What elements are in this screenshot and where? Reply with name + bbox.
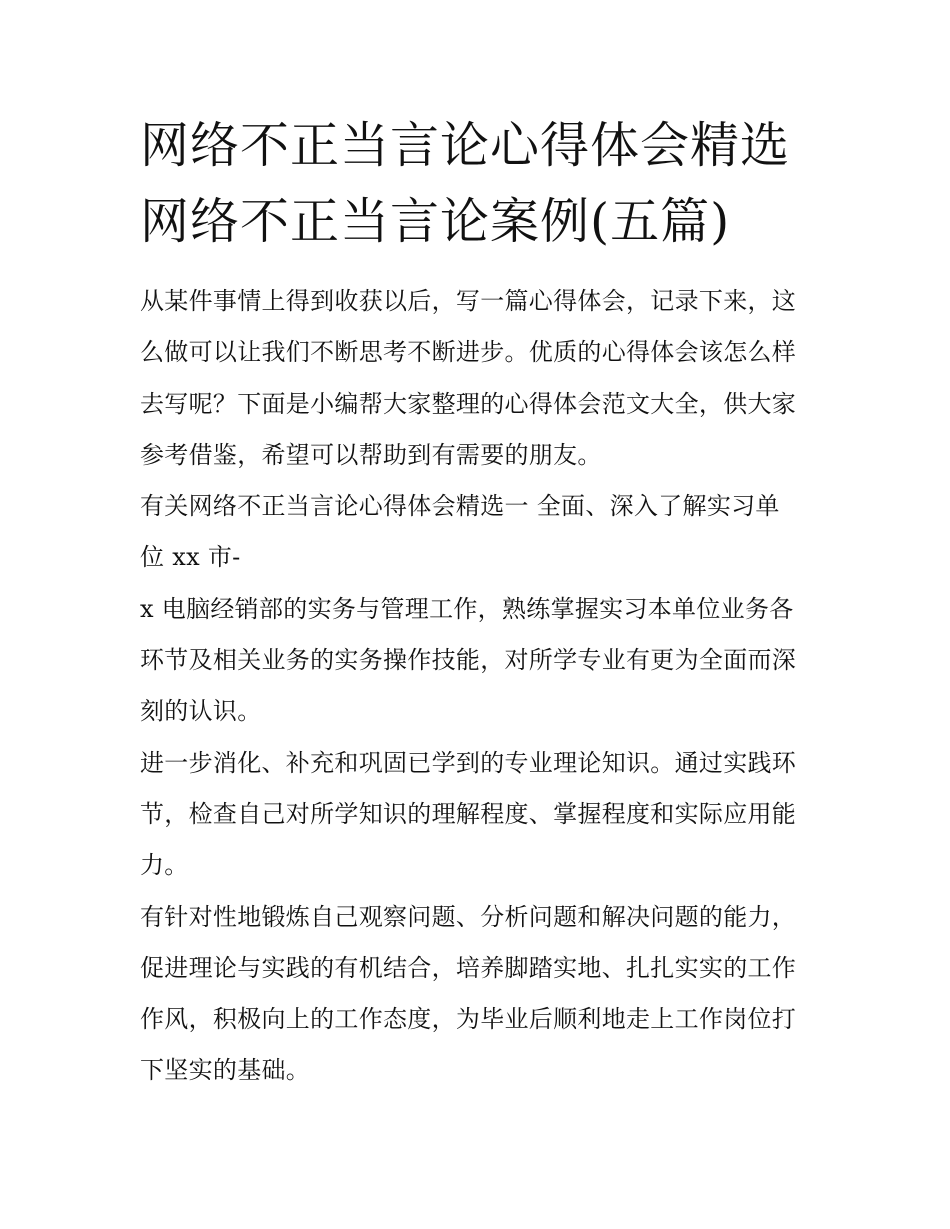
document-body bbox=[140, 276, 820, 1097]
body-line: 去写呢？下面是小编帮大家整理的心得体会范文大全，供大家 bbox=[140, 389, 797, 418]
body-line: x 电脑经销部的实务与管理工作，熟练掌握实习本单位业务各 bbox=[140, 594, 794, 623]
body-line: 进一步消化、补充和巩固已学到的专业理论知识。通过实践环 bbox=[140, 748, 797, 777]
body-line: 力。 bbox=[140, 851, 189, 880]
body-line: 促进理论与实践的有机结合，培养脚踏实地、扎扎实实的工作 bbox=[140, 953, 797, 982]
body-line: 刻的认识。 bbox=[140, 697, 262, 726]
body-line: 下坚实的基础。 bbox=[140, 1056, 311, 1085]
body-line: 么做可以让我们不断思考不断进步。优质的心得体会该怎么样 bbox=[140, 338, 797, 367]
body-line: 环节及相关业务的实务操作技能，对所学专业有更为全面而深 bbox=[140, 646, 797, 675]
body-line: 参考借鉴，希望可以帮助到有需要的朋友。 bbox=[140, 440, 602, 469]
title-line-2: 网络不正当言论案例(五篇) bbox=[140, 193, 731, 250]
body-line: 作风，积极向上的工作态度，为毕业后顺利地走上工作岗位打 bbox=[140, 1005, 797, 1034]
body-line: 位 xx 市- bbox=[140, 543, 241, 572]
body-line: 从某件事情上得到收获以后，写一篇心得体会，记录下来，这 bbox=[140, 287, 797, 315]
body-line: 有针对性地锻炼自己观察问题、分析问题和解决问题的能力， bbox=[140, 902, 797, 931]
title-line-1: 网络不正当言论心得体会精选 bbox=[140, 117, 791, 174]
document-title bbox=[140, 108, 820, 260]
body-line: 节，检查自己对所学知识的理解程度、掌握程度和实际应用能 bbox=[140, 799, 797, 828]
body-line: 有关网络不正当言论心得体会精选一 全面、深入了解实习单 bbox=[140, 492, 780, 521]
